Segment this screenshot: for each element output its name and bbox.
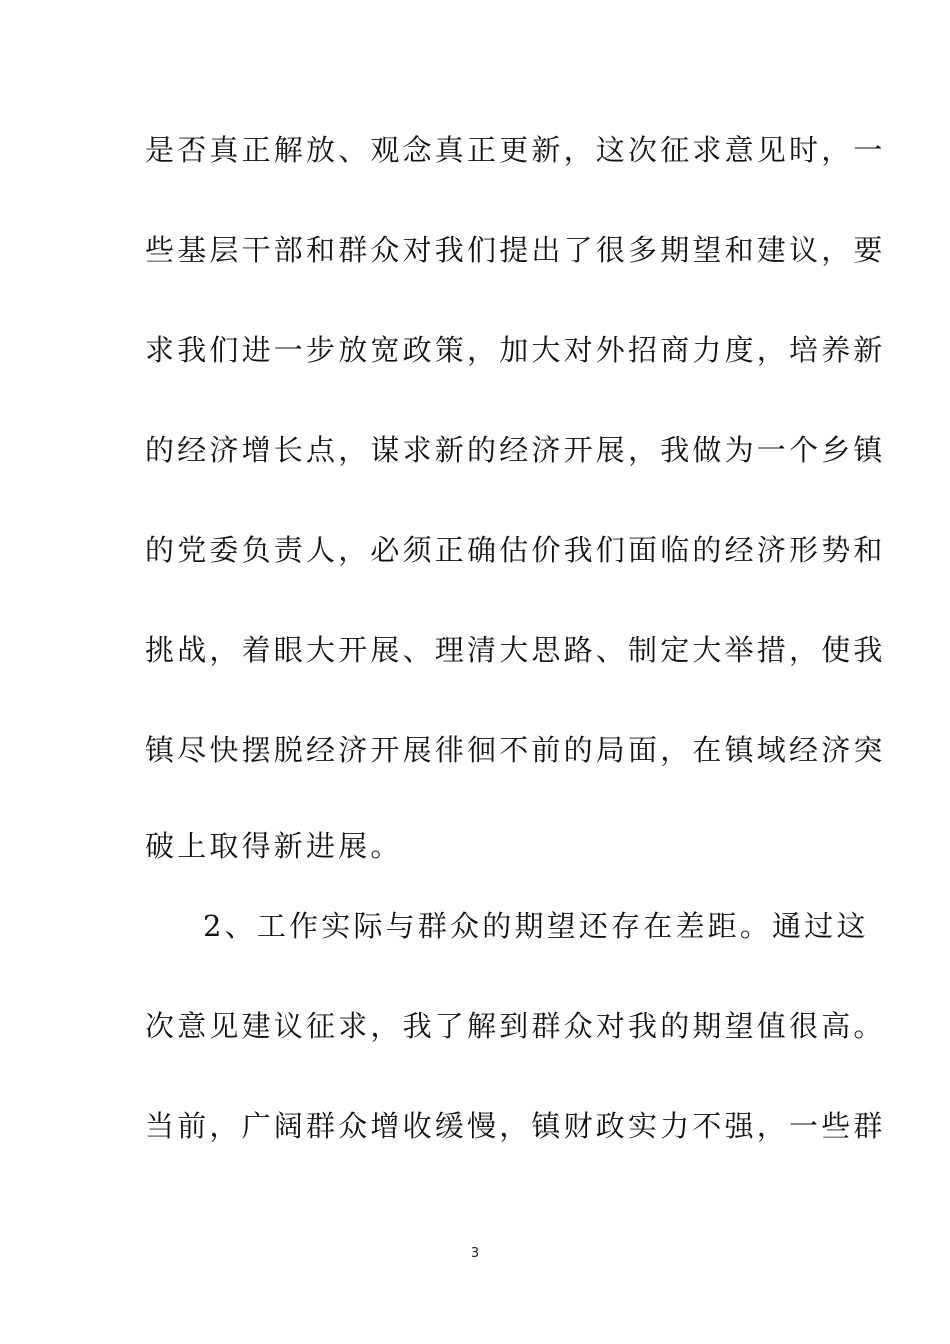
text-line: 的党委负责人，必须正确估价我们面临的经济形势和: [145, 533, 886, 567]
text-line: 次意见建议征求，我了解到群众对我的期望值很高。: [145, 1009, 886, 1043]
text-line: 是否真正解放、观念真正更新，这次征求意见时，一: [145, 133, 886, 167]
paragraph-start-line: 2、工作实际与群众的期望还存在差距。通过这: [203, 909, 869, 943]
text-line: 当前，广阔群众增收缓慢，镇财政实力不强，一些群: [145, 1109, 886, 1143]
text-line: 破上取得新进展。: [145, 829, 403, 863]
text-line: 的经济增长点，谋求新的经济开展，我做为一个乡镇: [145, 433, 886, 467]
page-number: 3: [470, 1246, 480, 1261]
text-line: 镇尽快摆脱经济开展徘徊不前的局面，在镇域经济突: [145, 733, 886, 767]
text-line: 些基层干部和群众对我们提出了很多期望和建议，要: [145, 233, 886, 267]
text-line: 挑战，着眼大开展、理清大思路、制定大举措，使我: [145, 633, 886, 667]
text-line: 求我们进一步放宽政策，加大对外招商力度，培养新: [145, 333, 886, 367]
